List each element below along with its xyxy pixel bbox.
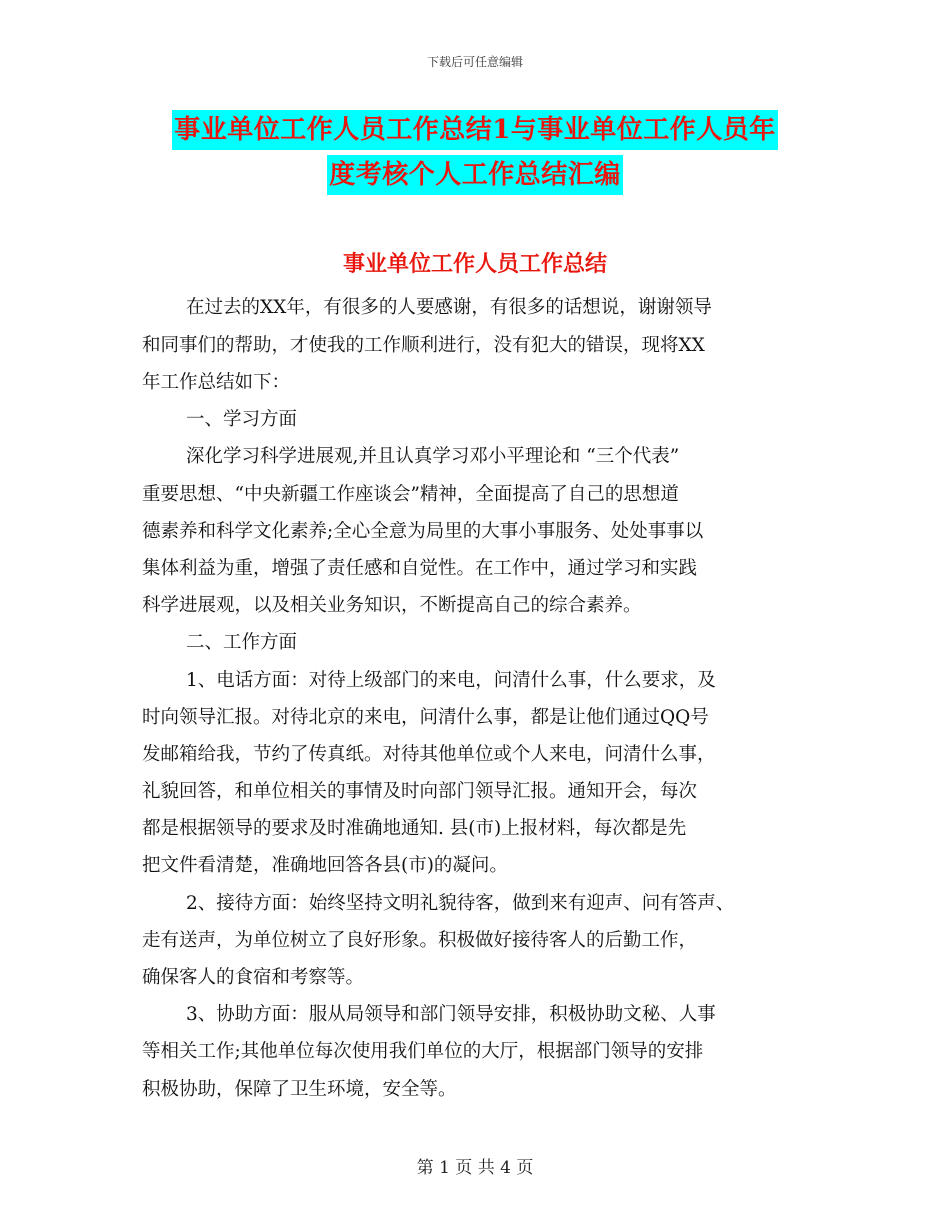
body-line: 3、协助方面：服从局领导和部门领导安排，积极协助文秘、人事: [186, 1004, 716, 1025]
page-footer: 第 1 页 共 4 页: [416, 1158, 534, 1178]
body-line: 和同事们的帮助，才使我的工作顺利进行，没有犯大的错误，现将XX: [142, 335, 705, 356]
title-text-line-1: 事业单位工作人员工作总结1与事业单位工作人员年: [172, 110, 778, 150]
body-line: 走有送声，为单位树立了良好形象。积极做好接待客人的后勤工作，: [142, 930, 698, 951]
body-line: 礼貌回答，和单位相关的事情及时向部门领导汇报。通知开会，每次: [142, 781, 698, 802]
body-line: 1、电话方面：对待上级部门的来电，问清什么事，什么要求，及: [186, 670, 716, 691]
body-line: 深化学习科学进展观,并且认真学习邓小平理论和 “三个代表”: [186, 446, 680, 467]
body-line: 集体利益为重，增强了责任感和自觉性。在工作中，通过学习和实践: [142, 558, 698, 579]
body-line: 把文件看清楚，准确地回答各县(市)的凝问。: [142, 855, 508, 876]
section-heading: 二、工作方面: [186, 632, 298, 653]
body-line: 年工作总结如下：: [142, 372, 291, 393]
body-line: 等相关工作;其他单位每次使用我们单位的大厅，根据部门领导的安排: [142, 1041, 704, 1062]
body-line: 发邮箱给我，节约了传真纸。对待其他单位或个人来电，问清什么事，: [142, 744, 716, 765]
title-text-line-2: 度考核个人工作总结汇编: [327, 155, 623, 195]
body-line: 确保客人的食宿和考察等。: [142, 967, 365, 988]
document-title-line-2: [0, 155, 950, 195]
body-line: 在过去的XX年，有很多的人要感谢，有很多的话想说，谢谢领导: [186, 297, 712, 318]
section-heading: 一、学习方面: [186, 409, 298, 430]
body-line: 都是根据领导的要求及时准确地通知. 县(市)上报材料，每次都是先: [142, 818, 687, 839]
body-line: 重要思想、“中央新疆工作座谈会”精神，全面提高了自己的思想道: [142, 484, 679, 505]
section-subtitle: 事业单位工作人员工作总结: [342, 251, 607, 277]
body-line: 时向领导汇报。对待北京的来电，问清什么事，都是让他们通过QQ号: [142, 707, 709, 728]
document-title-line-1: [0, 110, 950, 150]
body-line: 科学进展观，以及相关业务知识，不断提高自己的综合素养。: [142, 595, 642, 616]
body-line: 德素养和科学文化素养;全心全意为局里的大事小事服务、处处事事以: [142, 521, 704, 542]
body-line: 2、接待方面：始终坚持文明礼貌待客，做到来有迎声、问有答声、: [186, 893, 735, 914]
header-note: 下载后可任意编辑: [426, 55, 523, 69]
body-line: 积极协助，保障了卫生环境，安全等。: [142, 1079, 457, 1100]
